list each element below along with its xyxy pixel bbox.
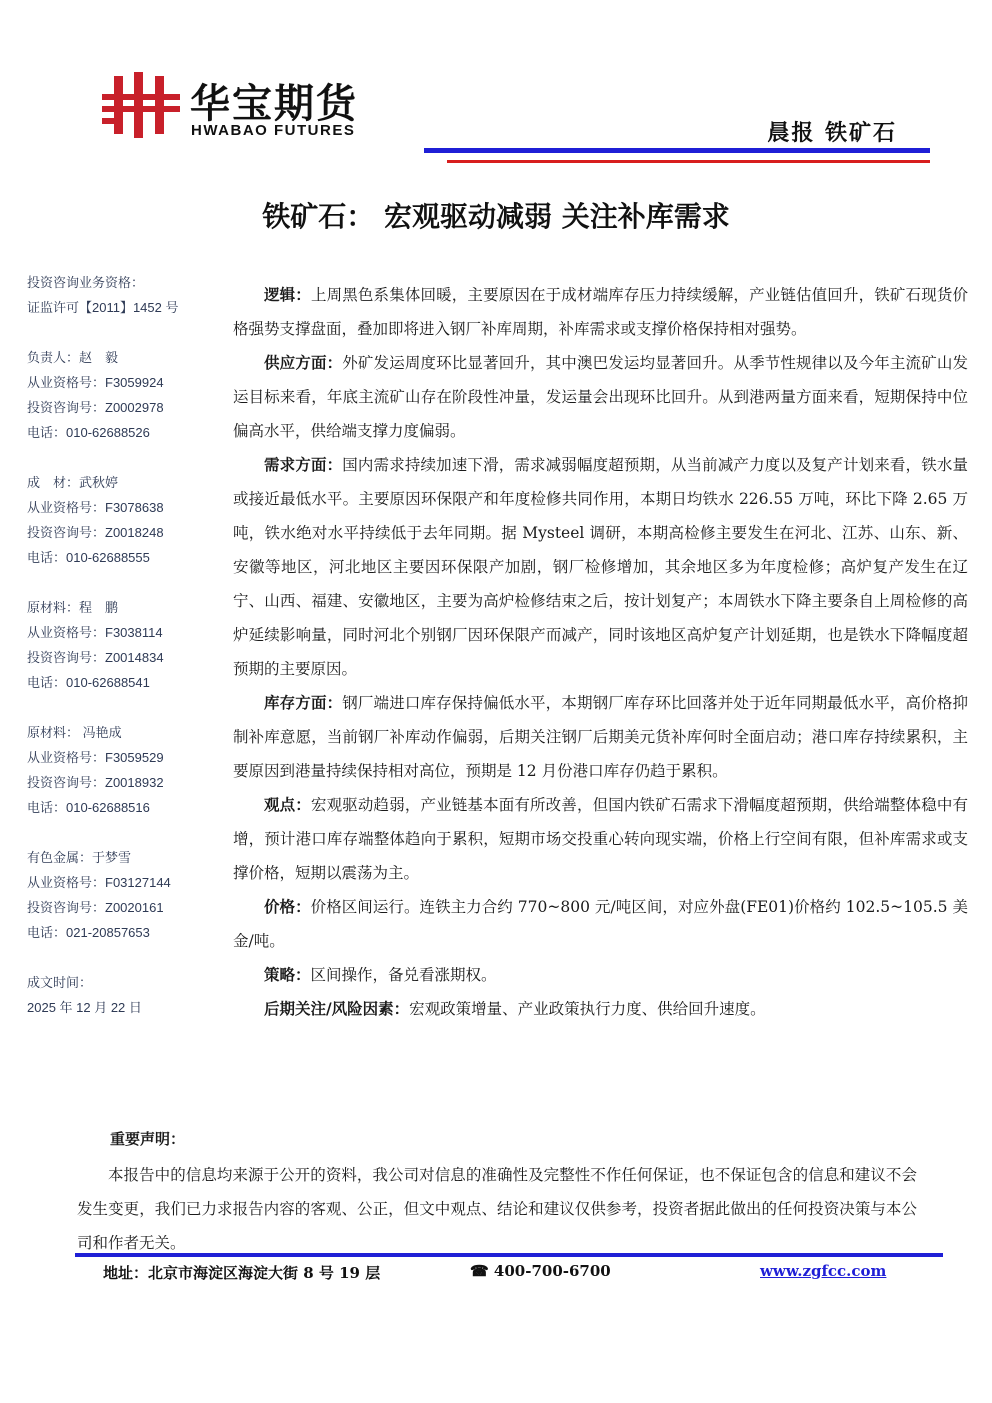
- analyst-invest-number: 投资咨询号：Z0020161: [27, 900, 164, 915]
- license-label: 投资咨询业务资格：: [27, 275, 145, 290]
- analyst-phone: 电话：010-62688541: [27, 675, 150, 690]
- date-label: 成文时间：: [27, 975, 93, 990]
- section-label: 供应方面：: [264, 353, 343, 372]
- section-logic: [233, 278, 968, 346]
- header-red-rule: [447, 160, 930, 163]
- section-text: 价格区间运行。连铁主力合约 770~800 元/吨区间，对应外盘(FE01)价格约 102.5~105.5 美金/吨。: [233, 898, 968, 950]
- analyst-invest-number: 投资咨询号：Z0014834: [27, 650, 164, 665]
- analyst-card: [27, 845, 227, 945]
- section-label: 后期关注/风险因素：: [264, 999, 410, 1018]
- phone-number: 400-700-6700: [493, 1262, 611, 1280]
- analyst-qualification: 从业资格号：F3059529: [27, 750, 164, 765]
- analyst-role: 原材料： 冯艳成: [27, 725, 122, 740]
- analyst-phone: 电话：010-62688516: [27, 800, 150, 815]
- analyst-sidebar: [27, 270, 227, 1020]
- license-value: 证监许可【2011】1452 号: [27, 300, 179, 315]
- hwabao-logo-icon: [100, 72, 184, 138]
- analyst-invest-number: 投资咨询号：Z0002978: [27, 400, 164, 415]
- analyst-role: 原材料：程 鹏: [27, 600, 119, 615]
- section-text: 区间操作，备兑看涨期权。: [310, 966, 497, 984]
- section-label: 逻辑：: [264, 285, 311, 304]
- report-body: [233, 278, 968, 1026]
- section-label: 需求方面：: [264, 455, 343, 474]
- analyst-phone: 电话：021-20857653: [27, 925, 150, 940]
- footer-phone: [470, 1262, 611, 1280]
- section-label: 库存方面：: [264, 693, 343, 712]
- section-text: 宏观政策增量、产业政策执行力度、供给回升速度。: [409, 1000, 766, 1018]
- analyst-card: [27, 720, 227, 820]
- disclaimer-title: 重要声明：: [110, 1130, 186, 1148]
- logo-chinese-name: 华宝期货: [190, 81, 358, 127]
- section-strategy: [233, 958, 968, 992]
- analyst-qualification: 从业资格号：F3038114: [27, 625, 163, 640]
- section-text: 钢厂端进口库存保持偏低水平，本期钢厂库存环比回落并处于近年同期最低水平，高价格抑制补库意愿，当前钢厂补库动作偏弱，后期关注钢厂后期美元货补库何时全面启动；港口库存持续累积，主要原因到港量持续保持相对高位，预期是 12 月份港口库存仍趋于累积。: [233, 694, 968, 780]
- telephone-icon: ☎: [470, 1262, 489, 1280]
- analyst-qualification: 从业资格号：F3059924: [27, 375, 164, 390]
- analyst-card: [27, 595, 227, 695]
- footer-rule: [75, 1253, 943, 1257]
- section-price: [233, 890, 968, 958]
- header-blue-rule: [424, 148, 930, 153]
- analyst-qualification: 从业资格号：F3078638: [27, 500, 164, 515]
- page-title: 铁矿石： 宏观驱动减弱 关注补库需求: [262, 200, 730, 233]
- analyst-phone: 电话：010-62688555: [27, 550, 150, 565]
- section-demand: [233, 448, 968, 686]
- analyst-role: 有色金属：于梦雪: [27, 850, 132, 865]
- section-supply: [233, 346, 968, 448]
- footer-address: 地址：北京市海淀区海淀大街 8 号 19 层: [103, 1264, 381, 1282]
- analyst-card: [27, 470, 227, 570]
- analyst-role: 成 材：武秋婷: [27, 475, 119, 490]
- section-text: 宏观驱动趋弱，产业链基本面有所改善，但国内铁矿石需求下滑幅度超预期，供给端整体稳中有增，预计港口库存端整体趋向于累积，短期市场交投重心转向现实端，价格上行空间有限，但补库需求或支撑价格，短期以震荡为主。: [233, 796, 968, 882]
- disclaimer-text: 本报告中的信息均来源于公开的资料，我公司对信息的准确性及完整性不作任何保证，也不保证包含的信息和建议不会发生变更，我们已力求报告内容的客观、公正，但文中观点、结论和建议仅供参考，投资者据此做出的任何投资决策与本公司和作者无关。: [77, 1166, 917, 1252]
- section-label: 观点：: [264, 795, 311, 814]
- report-type-title: 晨报 铁矿石: [767, 120, 897, 146]
- section-label: 策略：: [264, 965, 311, 984]
- analyst-qualification: 从业资格号：F03127144: [27, 875, 171, 890]
- analyst-invest-number: 投资咨询号：Z0018248: [27, 525, 164, 540]
- section-risk: [233, 992, 968, 1026]
- section-view: [233, 788, 968, 890]
- analyst-invest-number: 投资咨询号：Z0018932: [27, 775, 164, 790]
- footer-website-link[interactable]: www.zgfcc.com: [760, 1262, 887, 1280]
- date-value: 2025 年 12 月 22 日: [27, 1000, 142, 1015]
- section-label: 价格：: [264, 897, 311, 916]
- analyst-role: 负责人：赵 毅: [27, 350, 119, 365]
- company-logo: [100, 72, 400, 142]
- section-text: 外矿发运周度环比显著回升，其中澳巴发运均显著回升。从季节性规律以及今年主流矿山发运目标来看，年底主流矿山存在阶段性冲量，发运量会出现环比回升。从到港两量方面来看，短期保持中位偏高水平，供给端支撑力度偏弱。: [233, 354, 968, 440]
- logo-english-name: HWABAO FUTURES: [191, 122, 356, 139]
- section-text: 上周黑色系集体回暖，主要原因在于成材端库存压力持续缓解，产业链估值回升，铁矿石现货价格强势支撑盘面，叠加即将进入钢厂补库周期，补库需求或支撑价格保持相对强势。: [233, 286, 968, 338]
- section-text: 国内需求持续加速下滑，需求减弱幅度超预期，从当前减产力度以及复产计划来看，铁水量或接近最低水平。主要原因环保限产和年度检修共同作用，本期日均铁水 226.55 万吨，环比下降 2.65 万吨，铁水绝对水平持续低于去年同期。据 Mysteel 调研，本期高检修主要发生在河北、江苏、山东、新、安徽等地区，河北地区主要因环保限产加剧，钢厂检修增加，其余地区多为年度检修；高炉复产发生在辽宁、山西、福建、安徽地区，主要为高炉检修结束之后，按计划复产；本周铁水下降主要条自上周检修的高炉延续影响量，同时河北个别钢厂因环保限产而减产，同时该地区高炉复产计划延期，也是铁水下降幅度超预期的主要原因。: [233, 456, 968, 678]
- analyst-phone: 电话：010-62688526: [27, 425, 150, 440]
- analyst-card: [27, 345, 227, 445]
- section-inventory: [233, 686, 968, 788]
